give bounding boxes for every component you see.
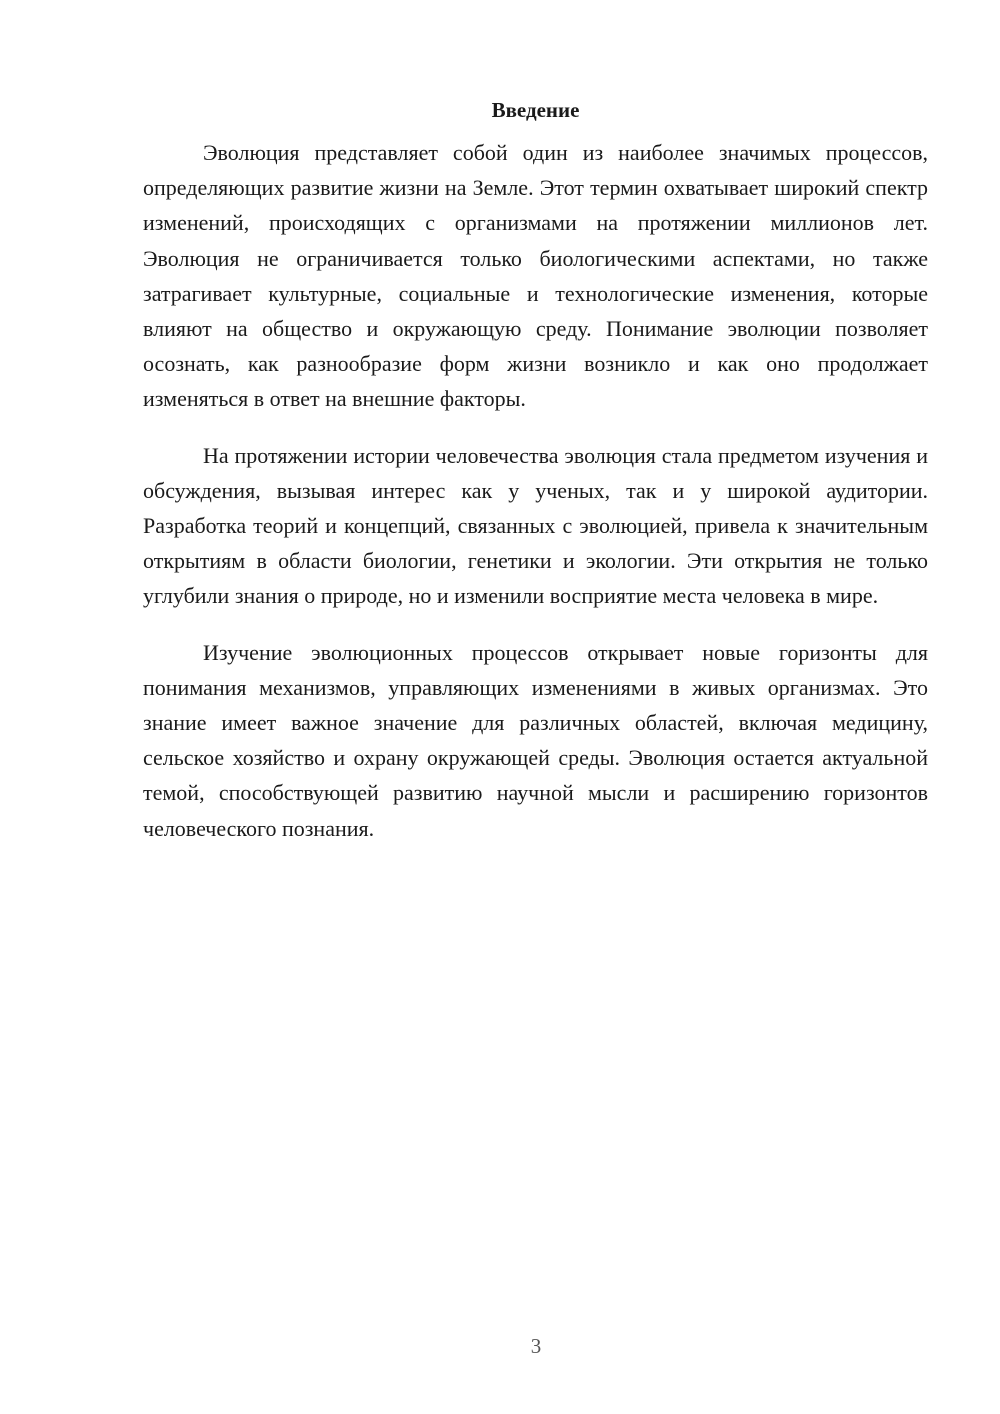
paragraph-2: На протяжении истории человечества эволюция стала предметом изучения и обсуждения, вызывая интерес как у ученых, так и у широкой аудитории. Разработка теорий и концепций, связанных с эволюцией, привела к значительным открытиям в области биологии, генетики и экологии. Эти открытия не только углубили знания о природе, но и изменили восприятие места человека в мире. (143, 442, 928, 609)
page-content (143, 93, 928, 867)
paragraph-3: Изучение эволюционных процессов открывает новые горизонты для понимания механизмов, управляющих изменениями в живых организмах. Это знание имеет важное значение для различных областей, включая медицину, сельское хозяйство и охрану окружающей среды. Эволюция остается актуальной темой, способствующей развитию научной мысли и расширению горизонтов человеческого познания. (143, 639, 928, 841)
paragraph-1: Эволюция представляет собой один из наиболее значимых процессов, определяющих развитие жизни на Земле. Этот термин охватывает широкий спектр изменений, происходящих с организмами на протяжении миллионов лет. Эволюция не ограничивается только биологическими аспектами, но также затрагивает культурные, социальные и технологические изменения, которые влияют на общество и окружающую среду. Понимание эволюции позволяет осознать, как разнообразие форм жизни возникло и как оно продолжает изменяться в ответ на внешние факторы. (143, 140, 928, 412)
section-heading: Введение (491, 98, 580, 122)
page-number: 3 (530, 1334, 542, 1358)
